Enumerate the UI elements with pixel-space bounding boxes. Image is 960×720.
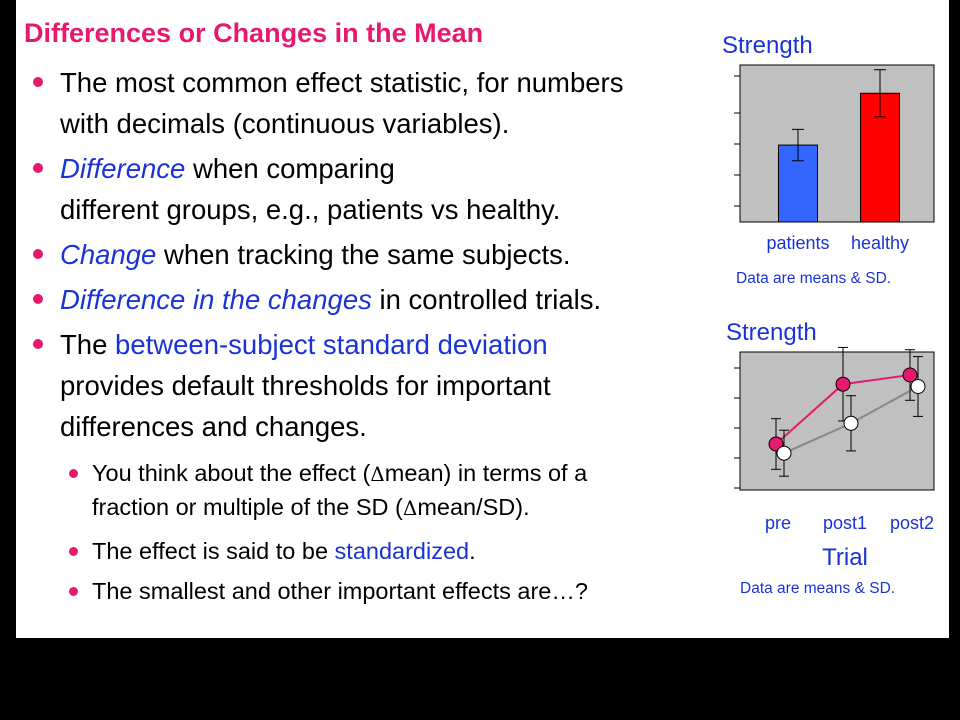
line-x-label: post1 [822,513,868,533]
bar-x-label: healthy [850,233,910,253]
line-point-2 [777,446,791,460]
bullet-text: with decimals (continuous variables). [60,108,510,139]
bullet-text: The [60,329,116,360]
bar-note: Data are means & SD. [736,270,892,287]
subbullet-emphasis: standardized [334,538,470,564]
bullet-text: provides default thresholds for important [60,370,551,401]
line-ylabel: Strength [726,319,817,346]
bar-x-label: patients [766,233,830,253]
bullet-text: when comparing [185,153,395,184]
bullet-text: in controlled trials. [371,284,602,315]
bar-chart [722,32,934,287]
bar-ylabel: Strength [722,32,813,59]
subbullet-text: The smallest and other important effects are…? [92,578,588,604]
line-point-2 [911,380,925,394]
line-note: Data are means & SD. [740,580,896,597]
delta-symbol: Δ [402,496,418,520]
bullet-text: The most common effect statistic, for numbers [60,67,624,98]
line-chart [726,319,934,597]
subbullet-text: fraction or multiple of the SD ( [92,494,403,520]
subbullet-text: mean) in terms of a [384,460,588,486]
subbullet-text: mean/SD). [417,494,530,520]
line-xlabel: Trial [822,544,868,571]
bar-plot-area [740,65,934,222]
bullet-text: when tracking the same subjects. [156,239,571,270]
subbullet-text: . [469,538,476,564]
line-point-2 [844,416,858,430]
slide-title: Differences or Changes in the Mean [24,18,484,48]
subbullet-text: You think about the effect ( [92,460,371,486]
bullet-emphasis: Change [60,239,157,270]
bullet-text: different groups, e.g., patients vs healthy. [60,194,561,225]
bullet-emphasis: Difference in the changes [60,284,372,315]
bullet-emphasis: Difference [60,153,186,184]
delta-symbol: Δ [370,462,385,486]
subbullet-text: The effect is said to be [92,538,335,564]
bullet-emphasis: between-subject standard deviation [115,329,548,360]
line-x-label: pre [764,513,792,533]
line-point-1 [836,377,850,391]
bullet-text: differences and changes. [60,411,367,442]
line-x-label: post2 [889,513,935,533]
